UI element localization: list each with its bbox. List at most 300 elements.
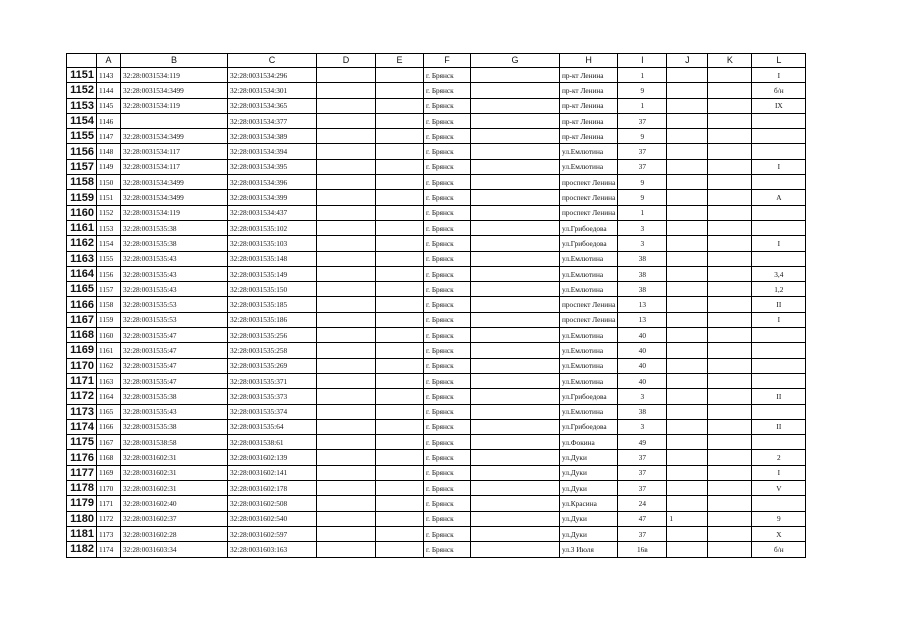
- cell-g[interactable]: [471, 98, 560, 113]
- cell-e[interactable]: [376, 83, 424, 98]
- cell-k[interactable]: [708, 481, 752, 496]
- cell-i[interactable]: 38: [618, 404, 667, 419]
- cell-d[interactable]: [317, 144, 376, 159]
- cell-i[interactable]: 40: [618, 328, 667, 343]
- cell-b[interactable]: 32:28:0031602:31: [121, 465, 228, 480]
- cell-d[interactable]: [317, 511, 376, 526]
- cell-f[interactable]: г. Брянск: [424, 175, 471, 190]
- cell-b[interactable]: 32:28:0031602:40: [121, 496, 228, 511]
- row-number[interactable]: 1181: [67, 526, 97, 541]
- cell-d[interactable]: [317, 389, 376, 404]
- cell-c[interactable]: 32:28:0031534:395: [228, 159, 317, 174]
- cell-h[interactable]: ул.Грибоедова: [560, 236, 618, 251]
- cell-h[interactable]: ул.Красина: [560, 496, 618, 511]
- cell-f[interactable]: г. Брянск: [424, 343, 471, 358]
- cell-j[interactable]: [667, 113, 708, 128]
- cell-h[interactable]: ул.Фокина: [560, 435, 618, 450]
- cell-e[interactable]: [376, 68, 424, 83]
- cell-b[interactable]: 32:28:0031534:117: [121, 159, 228, 174]
- cell-d[interactable]: [317, 526, 376, 541]
- cell-c[interactable]: 32:28:0031534:394: [228, 144, 317, 159]
- cell-c[interactable]: 32:28:0031535:102: [228, 220, 317, 235]
- cell-d[interactable]: [317, 419, 376, 434]
- column-header-j[interactable]: J: [667, 54, 708, 68]
- row-number[interactable]: 1169: [67, 343, 97, 358]
- cell-e[interactable]: [376, 465, 424, 480]
- cell-a[interactable]: 1159: [97, 312, 121, 327]
- cell-h[interactable]: пр-кт Ленина: [560, 129, 618, 144]
- cell-b[interactable]: 32:28:0031603:34: [121, 542, 228, 557]
- cell-i[interactable]: 47: [618, 511, 667, 526]
- cell-k[interactable]: [708, 159, 752, 174]
- cell-f[interactable]: г. Брянск: [424, 419, 471, 434]
- cell-g[interactable]: [471, 465, 560, 480]
- cell-h[interactable]: ул.3 Июля: [560, 542, 618, 557]
- cell-i[interactable]: 37: [618, 144, 667, 159]
- cell-c[interactable]: 32:28:0031534:301: [228, 83, 317, 98]
- cell-e[interactable]: [376, 526, 424, 541]
- cell-k[interactable]: [708, 465, 752, 480]
- cell-c[interactable]: 32:28:0031602:139: [228, 450, 317, 465]
- cell-f[interactable]: г. Брянск: [424, 526, 471, 541]
- row-number[interactable]: 1175: [67, 435, 97, 450]
- cell-a[interactable]: 1148: [97, 144, 121, 159]
- cell-i[interactable]: 9: [618, 83, 667, 98]
- cell-b[interactable]: 32:28:0031535:43: [121, 404, 228, 419]
- cell-i[interactable]: 38: [618, 266, 667, 281]
- cell-c[interactable]: 32:28:0031603:163: [228, 542, 317, 557]
- cell-d[interactable]: [317, 450, 376, 465]
- cell-b[interactable]: 32:28:0031535:53: [121, 297, 228, 312]
- cell-a[interactable]: 1171: [97, 496, 121, 511]
- cell-g[interactable]: [471, 358, 560, 373]
- cell-e[interactable]: [376, 236, 424, 251]
- cell-g[interactable]: [471, 297, 560, 312]
- cell-l[interactable]: [752, 251, 806, 266]
- cell-f[interactable]: г. Брянск: [424, 358, 471, 373]
- cell-j[interactable]: [667, 251, 708, 266]
- row-number[interactable]: 1163: [67, 251, 97, 266]
- cell-e[interactable]: [376, 312, 424, 327]
- cell-e[interactable]: [376, 220, 424, 235]
- cell-j[interactable]: 1: [667, 511, 708, 526]
- cell-f[interactable]: г. Брянск: [424, 404, 471, 419]
- cell-j[interactable]: [667, 481, 708, 496]
- cell-j[interactable]: [667, 358, 708, 373]
- cell-d[interactable]: [317, 358, 376, 373]
- cell-g[interactable]: [471, 251, 560, 266]
- cell-b[interactable]: 32:28:0031602:28: [121, 526, 228, 541]
- cell-b[interactable]: 32:28:0031535:47: [121, 328, 228, 343]
- cell-h[interactable]: ул.Емлютина: [560, 282, 618, 297]
- cell-f[interactable]: г. Брянск: [424, 236, 471, 251]
- cell-f[interactable]: г. Брянск: [424, 159, 471, 174]
- cell-e[interactable]: [376, 542, 424, 557]
- cell-d[interactable]: [317, 496, 376, 511]
- cell-d[interactable]: [317, 175, 376, 190]
- cell-k[interactable]: [708, 404, 752, 419]
- cell-l[interactable]: [752, 205, 806, 220]
- cell-i[interactable]: 9: [618, 190, 667, 205]
- row-number[interactable]: 1155: [67, 129, 97, 144]
- cell-j[interactable]: [667, 343, 708, 358]
- cell-d[interactable]: [317, 98, 376, 113]
- cell-i[interactable]: 1: [618, 98, 667, 113]
- cell-b[interactable]: 32:28:0031534:3499: [121, 190, 228, 205]
- cell-a[interactable]: 1147: [97, 129, 121, 144]
- cell-c[interactable]: 32:28:0031534:377: [228, 113, 317, 128]
- cell-l[interactable]: [752, 144, 806, 159]
- cell-a[interactable]: 1153: [97, 220, 121, 235]
- cell-j[interactable]: [667, 282, 708, 297]
- cell-l[interactable]: б/н: [752, 542, 806, 557]
- cell-a[interactable]: 1168: [97, 450, 121, 465]
- row-number[interactable]: 1179: [67, 496, 97, 511]
- cell-b[interactable]: 32:28:0031534:3499: [121, 175, 228, 190]
- cell-h[interactable]: ул.Грибоедова: [560, 419, 618, 434]
- cell-k[interactable]: [708, 236, 752, 251]
- cell-c[interactable]: 32:28:0031534:437: [228, 205, 317, 220]
- cell-e[interactable]: [376, 358, 424, 373]
- cell-d[interactable]: [317, 435, 376, 450]
- cell-c[interactable]: 32:28:0031535:103: [228, 236, 317, 251]
- cell-e[interactable]: [376, 343, 424, 358]
- cell-f[interactable]: г. Брянск: [424, 113, 471, 128]
- cell-e[interactable]: [376, 282, 424, 297]
- cell-e[interactable]: [376, 373, 424, 388]
- cell-a[interactable]: 1167: [97, 435, 121, 450]
- cell-d[interactable]: [317, 266, 376, 281]
- cell-l[interactable]: [752, 220, 806, 235]
- cell-e[interactable]: [376, 481, 424, 496]
- cell-k[interactable]: [708, 343, 752, 358]
- cell-a[interactable]: 1161: [97, 343, 121, 358]
- cell-k[interactable]: [708, 175, 752, 190]
- cell-l[interactable]: IX: [752, 98, 806, 113]
- column-header-h[interactable]: H: [560, 54, 618, 68]
- cell-a[interactable]: 1166: [97, 419, 121, 434]
- cell-e[interactable]: [376, 435, 424, 450]
- cell-f[interactable]: г. Брянск: [424, 282, 471, 297]
- cell-l[interactable]: X: [752, 526, 806, 541]
- cell-d[interactable]: [317, 542, 376, 557]
- cell-i[interactable]: 37: [618, 526, 667, 541]
- cell-k[interactable]: [708, 98, 752, 113]
- cell-j[interactable]: [667, 496, 708, 511]
- cell-f[interactable]: г. Брянск: [424, 68, 471, 83]
- row-number[interactable]: 1168: [67, 328, 97, 343]
- cell-a[interactable]: 1160: [97, 328, 121, 343]
- cell-k[interactable]: [708, 83, 752, 98]
- cell-k[interactable]: [708, 526, 752, 541]
- cell-k[interactable]: [708, 542, 752, 557]
- cell-e[interactable]: [376, 404, 424, 419]
- cell-h[interactable]: ул.Дуки: [560, 511, 618, 526]
- cell-b[interactable]: 32:28:0031535:38: [121, 220, 228, 235]
- cell-a[interactable]: 1154: [97, 236, 121, 251]
- cell-d[interactable]: [317, 205, 376, 220]
- cell-e[interactable]: [376, 419, 424, 434]
- cell-g[interactable]: [471, 328, 560, 343]
- cell-a[interactable]: 1155: [97, 251, 121, 266]
- cell-a[interactable]: 1150: [97, 175, 121, 190]
- cell-c[interactable]: 32:28:0031602:508: [228, 496, 317, 511]
- cell-g[interactable]: [471, 526, 560, 541]
- row-number[interactable]: 1162: [67, 236, 97, 251]
- cell-f[interactable]: г. Брянск: [424, 83, 471, 98]
- cell-d[interactable]: [317, 220, 376, 235]
- cell-l[interactable]: [752, 373, 806, 388]
- cell-g[interactable]: [471, 450, 560, 465]
- cell-k[interactable]: [708, 389, 752, 404]
- cell-h[interactable]: ул.Емлютина: [560, 266, 618, 281]
- cell-l[interactable]: [752, 435, 806, 450]
- cell-h[interactable]: пр-кт Ленина: [560, 113, 618, 128]
- cell-k[interactable]: [708, 435, 752, 450]
- cell-k[interactable]: [708, 205, 752, 220]
- cell-a[interactable]: 1144: [97, 83, 121, 98]
- cell-l[interactable]: [752, 343, 806, 358]
- cell-g[interactable]: [471, 542, 560, 557]
- cell-g[interactable]: [471, 481, 560, 496]
- cell-e[interactable]: [376, 450, 424, 465]
- cell-g[interactable]: [471, 129, 560, 144]
- cell-i[interactable]: 38: [618, 251, 667, 266]
- cell-g[interactable]: [471, 282, 560, 297]
- cell-h[interactable]: ул.Емлютина: [560, 358, 618, 373]
- column-header-l[interactable]: L: [752, 54, 806, 68]
- cell-a[interactable]: 1151: [97, 190, 121, 205]
- cell-g[interactable]: [471, 266, 560, 281]
- cell-i[interactable]: 3: [618, 236, 667, 251]
- cell-l[interactable]: 3,4: [752, 266, 806, 281]
- cell-h[interactable]: ул.Грибоедова: [560, 220, 618, 235]
- cell-a[interactable]: 1146: [97, 113, 121, 128]
- cell-g[interactable]: [471, 389, 560, 404]
- cell-k[interactable]: [708, 282, 752, 297]
- cell-g[interactable]: [471, 419, 560, 434]
- cell-d[interactable]: [317, 481, 376, 496]
- cell-k[interactable]: [708, 220, 752, 235]
- cell-c[interactable]: 32:28:0031535:269: [228, 358, 317, 373]
- cell-g[interactable]: [471, 343, 560, 358]
- cell-e[interactable]: [376, 113, 424, 128]
- cell-d[interactable]: [317, 282, 376, 297]
- cell-d[interactable]: [317, 159, 376, 174]
- cell-i[interactable]: 40: [618, 358, 667, 373]
- cell-i[interactable]: 40: [618, 373, 667, 388]
- cell-j[interactable]: [667, 435, 708, 450]
- cell-d[interactable]: [317, 465, 376, 480]
- cell-k[interactable]: [708, 511, 752, 526]
- column-header-a[interactable]: A: [97, 54, 121, 68]
- cell-j[interactable]: [667, 98, 708, 113]
- cell-c[interactable]: 32:28:0031535:185: [228, 297, 317, 312]
- cell-i[interactable]: 49: [618, 435, 667, 450]
- cell-b[interactable]: [121, 113, 228, 128]
- cell-g[interactable]: [471, 83, 560, 98]
- column-header-g[interactable]: G: [471, 54, 560, 68]
- cell-j[interactable]: [667, 159, 708, 174]
- row-number[interactable]: 1182: [67, 542, 97, 557]
- column-header-c[interactable]: C: [228, 54, 317, 68]
- cell-b[interactable]: 32:28:0031534:119: [121, 98, 228, 113]
- cell-j[interactable]: [667, 389, 708, 404]
- cell-i[interactable]: 3: [618, 419, 667, 434]
- cell-d[interactable]: [317, 328, 376, 343]
- cell-k[interactable]: [708, 312, 752, 327]
- cell-i[interactable]: 37: [618, 113, 667, 128]
- cell-b[interactable]: 32:28:0031535:43: [121, 282, 228, 297]
- row-number[interactable]: 1165: [67, 282, 97, 297]
- cell-h[interactable]: ул.Емлютина: [560, 328, 618, 343]
- cell-f[interactable]: г. Брянск: [424, 220, 471, 235]
- cell-l[interactable]: II: [752, 419, 806, 434]
- row-number[interactable]: 1174: [67, 419, 97, 434]
- cell-h[interactable]: ул.Емлютина: [560, 251, 618, 266]
- cell-c[interactable]: 32:28:0031535:150: [228, 282, 317, 297]
- cell-g[interactable]: [471, 144, 560, 159]
- cell-f[interactable]: г. Брянск: [424, 144, 471, 159]
- cell-g[interactable]: [471, 373, 560, 388]
- cell-h[interactable]: ул.Емлютина: [560, 144, 618, 159]
- row-number[interactable]: 1159: [67, 190, 97, 205]
- cell-i[interactable]: 37: [618, 450, 667, 465]
- cell-b[interactable]: 32:28:0031535:47: [121, 343, 228, 358]
- cell-d[interactable]: [317, 190, 376, 205]
- cell-i[interactable]: 13: [618, 312, 667, 327]
- cell-d[interactable]: [317, 373, 376, 388]
- cell-a[interactable]: 1173: [97, 526, 121, 541]
- cell-b[interactable]: 32:28:0031602:31: [121, 450, 228, 465]
- cell-e[interactable]: [376, 98, 424, 113]
- cell-i[interactable]: 9: [618, 175, 667, 190]
- cell-a[interactable]: 1158: [97, 297, 121, 312]
- cell-i[interactable]: 16в: [618, 542, 667, 557]
- cell-f[interactable]: г. Брянск: [424, 435, 471, 450]
- cell-b[interactable]: 32:28:0031602:37: [121, 511, 228, 526]
- cell-b[interactable]: 32:28:0031535:53: [121, 312, 228, 327]
- cell-b[interactable]: 32:28:0031535:38: [121, 419, 228, 434]
- cell-j[interactable]: [667, 236, 708, 251]
- cell-h[interactable]: ул.Дуки: [560, 450, 618, 465]
- cell-j[interactable]: [667, 419, 708, 434]
- cell-c[interactable]: 32:28:0031535:64: [228, 419, 317, 434]
- cell-j[interactable]: [667, 328, 708, 343]
- cell-k[interactable]: [708, 266, 752, 281]
- row-number[interactable]: 1171: [67, 373, 97, 388]
- cell-g[interactable]: [471, 404, 560, 419]
- cell-b[interactable]: 32:28:0031534:119: [121, 205, 228, 220]
- column-header-e[interactable]: E: [376, 54, 424, 68]
- row-number[interactable]: 1156: [67, 144, 97, 159]
- cell-k[interactable]: [708, 496, 752, 511]
- cell-f[interactable]: г. Брянск: [424, 496, 471, 511]
- cell-h[interactable]: ул.Дуки: [560, 481, 618, 496]
- cell-l[interactable]: V: [752, 481, 806, 496]
- cell-l[interactable]: [752, 496, 806, 511]
- cell-b[interactable]: 32:28:0031534:3499: [121, 129, 228, 144]
- cell-c[interactable]: 32:28:0031538:61: [228, 435, 317, 450]
- cell-k[interactable]: [708, 251, 752, 266]
- cell-c[interactable]: 32:28:0031534:296: [228, 68, 317, 83]
- cell-e[interactable]: [376, 389, 424, 404]
- cell-k[interactable]: [708, 129, 752, 144]
- cell-d[interactable]: [317, 297, 376, 312]
- cell-i[interactable]: 3: [618, 220, 667, 235]
- cell-j[interactable]: [667, 68, 708, 83]
- row-number[interactable]: 1160: [67, 205, 97, 220]
- column-header-d[interactable]: D: [317, 54, 376, 68]
- column-header-f[interactable]: F: [424, 54, 471, 68]
- cell-j[interactable]: [667, 542, 708, 557]
- cell-j[interactable]: [667, 83, 708, 98]
- row-number[interactable]: 1151: [67, 68, 97, 83]
- cell-c[interactable]: 32:28:0031535:148: [228, 251, 317, 266]
- cell-l[interactable]: [752, 358, 806, 373]
- cell-k[interactable]: [708, 113, 752, 128]
- cell-j[interactable]: [667, 450, 708, 465]
- cell-l[interactable]: [752, 129, 806, 144]
- cell-j[interactable]: [667, 220, 708, 235]
- row-number[interactable]: 1173: [67, 404, 97, 419]
- cell-d[interactable]: [317, 343, 376, 358]
- cell-i[interactable]: 13: [618, 297, 667, 312]
- cell-a[interactable]: 1157: [97, 282, 121, 297]
- cell-g[interactable]: [471, 220, 560, 235]
- cell-l[interactable]: [752, 404, 806, 419]
- row-number[interactable]: 1166: [67, 297, 97, 312]
- cell-d[interactable]: [317, 83, 376, 98]
- cell-f[interactable]: г. Брянск: [424, 205, 471, 220]
- cell-k[interactable]: [708, 297, 752, 312]
- cell-i[interactable]: 1: [618, 68, 667, 83]
- cell-d[interactable]: [317, 404, 376, 419]
- cell-i[interactable]: 37: [618, 481, 667, 496]
- cell-k[interactable]: [708, 68, 752, 83]
- cell-f[interactable]: г. Брянск: [424, 328, 471, 343]
- cell-h[interactable]: ул.Емлютина: [560, 343, 618, 358]
- cell-e[interactable]: [376, 205, 424, 220]
- cell-f[interactable]: г. Брянск: [424, 266, 471, 281]
- cell-a[interactable]: 1164: [97, 389, 121, 404]
- cell-j[interactable]: [667, 465, 708, 480]
- cell-e[interactable]: [376, 496, 424, 511]
- cell-j[interactable]: [667, 373, 708, 388]
- cell-d[interactable]: [317, 113, 376, 128]
- cell-b[interactable]: 32:28:0031602:31: [121, 481, 228, 496]
- cell-g[interactable]: [471, 190, 560, 205]
- cell-b[interactable]: 32:28:0031534:119: [121, 68, 228, 83]
- cell-j[interactable]: [667, 129, 708, 144]
- cell-f[interactable]: г. Брянск: [424, 450, 471, 465]
- cell-d[interactable]: [317, 251, 376, 266]
- cell-d[interactable]: [317, 68, 376, 83]
- cell-i[interactable]: 24: [618, 496, 667, 511]
- cell-l[interactable]: 1,2: [752, 282, 806, 297]
- cell-i[interactable]: 3: [618, 389, 667, 404]
- cell-k[interactable]: [708, 190, 752, 205]
- cell-b[interactable]: 32:28:0031535:38: [121, 389, 228, 404]
- cell-a[interactable]: 1174: [97, 542, 121, 557]
- cell-j[interactable]: [667, 175, 708, 190]
- cell-h[interactable]: пр-кт Ленина: [560, 83, 618, 98]
- cell-a[interactable]: 1162: [97, 358, 121, 373]
- cell-f[interactable]: г. Брянск: [424, 542, 471, 557]
- cell-b[interactable]: 32:28:0031535:38: [121, 236, 228, 251]
- row-number[interactable]: 1161: [67, 220, 97, 235]
- cell-c[interactable]: 32:28:0031535:371: [228, 373, 317, 388]
